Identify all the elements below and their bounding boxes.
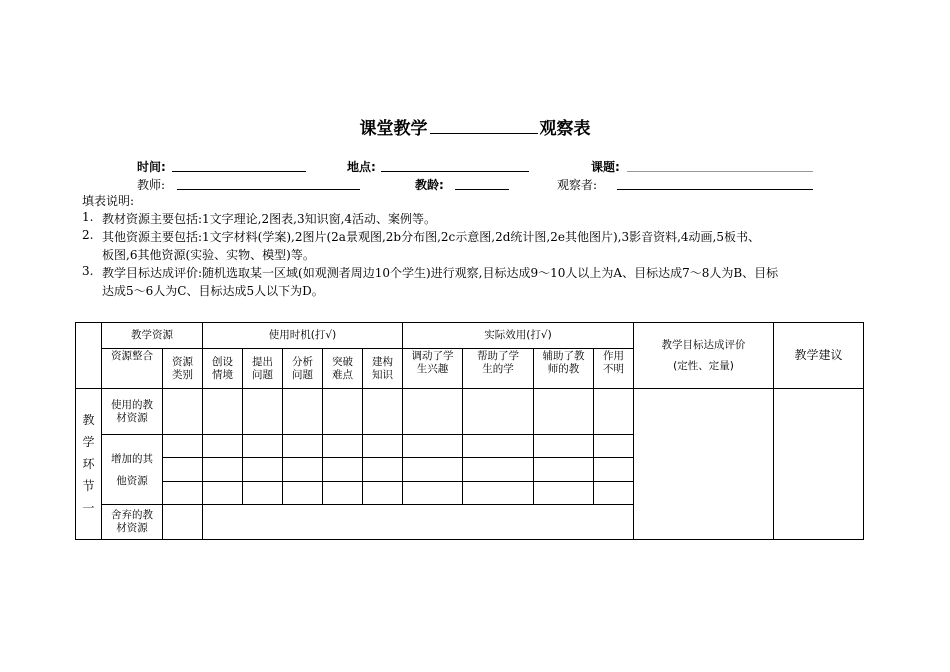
cell-added2-t1[interactable] xyxy=(203,458,243,482)
timing-col-raise-question: 提出 问题 xyxy=(243,349,283,389)
cell-added2-t5[interactable] xyxy=(363,458,403,482)
row-added-resources: 增加的其 他资源 xyxy=(102,435,163,505)
note-3-line-2: 达成5～6人为C、目标达成5人以下为D。 xyxy=(102,284,324,298)
topic-field[interactable] xyxy=(627,171,813,172)
cell-used-t2[interactable] xyxy=(243,389,283,435)
time-field[interactable] xyxy=(172,171,306,172)
suggestion-cell[interactable] xyxy=(774,389,864,540)
cell-used-category[interactable] xyxy=(163,389,203,435)
cell-added2-t4[interactable] xyxy=(323,458,363,482)
title-suffix: 观察表 xyxy=(539,119,591,139)
cell-added1-e1[interactable] xyxy=(403,435,463,458)
note-1-number: 1. xyxy=(82,210,94,224)
goal-eval-header xyxy=(634,323,774,389)
cell-used-t4[interactable] xyxy=(323,389,363,435)
cell-added2-t3[interactable] xyxy=(283,458,323,482)
cell-added1-t1[interactable] xyxy=(203,435,243,458)
page-title xyxy=(0,114,950,139)
time-label: 时间: xyxy=(137,160,166,174)
cell-added1-t2[interactable] xyxy=(243,435,283,458)
goal-eval-sublabel: (定性、定量) xyxy=(673,359,734,372)
timing-col-build-knowledge: 建构 知识 xyxy=(363,349,403,389)
observation-table xyxy=(75,322,864,540)
row-dropped-materials: 舍弃的教 材资源 xyxy=(102,505,163,540)
cell-added1-t4[interactable] xyxy=(323,435,363,458)
note-1-line-1: 教材资源主要包括:1文字理论,2图表,3知识窗,4活动、案例等。 xyxy=(102,212,437,226)
category-header: 资源 类别 xyxy=(163,349,203,389)
topic-label: 课题: xyxy=(591,160,620,174)
cell-added1-e3[interactable] xyxy=(534,435,594,458)
effect-col-teaching: 辅助了教 师的教 xyxy=(534,349,594,389)
note-2-line-1: 其他资源主要包括:1文字材料(学案),2图片(2a景观图,2b分布图,2c示意图,2d统计图,2e其他图片),3影音资料,4动画,5板书、 xyxy=(102,230,760,244)
teacher-field[interactable] xyxy=(177,189,360,190)
cell-used-t5[interactable] xyxy=(363,389,403,435)
effect-col-unclear: 作用 不明 xyxy=(594,349,634,389)
cell-added3-e2[interactable] xyxy=(463,482,534,505)
cell-added3-category[interactable] xyxy=(163,482,203,505)
years-label: 教龄: xyxy=(415,178,444,192)
group-timing-header: 使用时机(打√) xyxy=(203,323,403,349)
note-3-line-1: 教学目标达成评价:随机选取某一区域(如观测者周边10个学生)进行观察,目标达成9～10人以上为A、目标达成7～8人为B、目标 xyxy=(102,266,779,280)
years-field[interactable] xyxy=(455,189,509,190)
section-label: 教 学 环 节 一 xyxy=(76,389,102,540)
cell-used-e4[interactable] xyxy=(594,389,634,435)
effect-col-interest: 调动了学 生兴趣 xyxy=(403,349,463,389)
cell-dropped-span[interactable] xyxy=(203,505,634,540)
timing-col-break-difficulty: 突破 难点 xyxy=(323,349,363,389)
suggestion-header: 教学建议 xyxy=(774,323,864,389)
cell-added2-e2[interactable] xyxy=(463,458,534,482)
title-prefix: 课堂教学 xyxy=(359,119,428,139)
cell-used-e1[interactable] xyxy=(403,389,463,435)
cell-added1-t3[interactable] xyxy=(283,435,323,458)
cell-added2-e1[interactable] xyxy=(403,458,463,482)
cell-added3-e4[interactable] xyxy=(594,482,634,505)
note-2-number: 2. xyxy=(82,228,94,242)
cell-added1-e4[interactable] xyxy=(594,435,634,458)
place-field[interactable] xyxy=(381,171,529,172)
effect-col-learning: 帮助了学 生的学 xyxy=(463,349,534,389)
integration-header: 资源整合 xyxy=(102,349,163,389)
cell-added1-e2[interactable] xyxy=(463,435,534,458)
cell-used-t3[interactable] xyxy=(283,389,323,435)
cell-added2-e3[interactable] xyxy=(534,458,594,482)
group-effect-header: 实际效用(打√) xyxy=(403,323,634,349)
cell-added2-e4[interactable] xyxy=(594,458,634,482)
cell-added3-t2[interactable] xyxy=(243,482,283,505)
title-blank-line[interactable] xyxy=(430,117,538,134)
goal-eval-cell[interactable] xyxy=(634,389,774,540)
timing-col-analyze-question: 分析 问题 xyxy=(283,349,323,389)
notes-heading: 填表说明: xyxy=(82,194,135,208)
cell-dropped-category[interactable] xyxy=(163,505,203,540)
row-used-materials: 使用的教 材资源 xyxy=(102,389,163,435)
cell-added3-t4[interactable] xyxy=(323,482,363,505)
cell-used-e2[interactable] xyxy=(463,389,534,435)
cell-added3-t5[interactable] xyxy=(363,482,403,505)
observer-field[interactable] xyxy=(617,189,813,190)
cell-used-e3[interactable] xyxy=(534,389,594,435)
place-label: 地点: xyxy=(347,160,376,174)
cell-added3-t1[interactable] xyxy=(203,482,243,505)
cell-added3-e1[interactable] xyxy=(403,482,463,505)
goal-eval-label: 教学目标达成评价 xyxy=(661,338,746,351)
note-3-number: 3. xyxy=(82,264,94,278)
note-2-line-2: 板图,6其他资源(实验、实物、模型)等。 xyxy=(102,248,315,262)
cell-added2-t2[interactable] xyxy=(243,458,283,482)
cell-added1-t5[interactable] xyxy=(363,435,403,458)
cell-added1-category[interactable] xyxy=(163,435,203,458)
observer-label: 观察者: xyxy=(557,178,598,192)
teacher-label: 教师: xyxy=(137,178,166,192)
corner-cell xyxy=(76,323,102,389)
timing-col-create-context: 创设 情境 xyxy=(203,349,243,389)
cell-added3-t3[interactable] xyxy=(283,482,323,505)
cell-used-t1[interactable] xyxy=(203,389,243,435)
cell-added2-category[interactable] xyxy=(163,458,203,482)
cell-added3-e3[interactable] xyxy=(534,482,594,505)
group-resource-header: 教学资源 xyxy=(102,323,203,349)
